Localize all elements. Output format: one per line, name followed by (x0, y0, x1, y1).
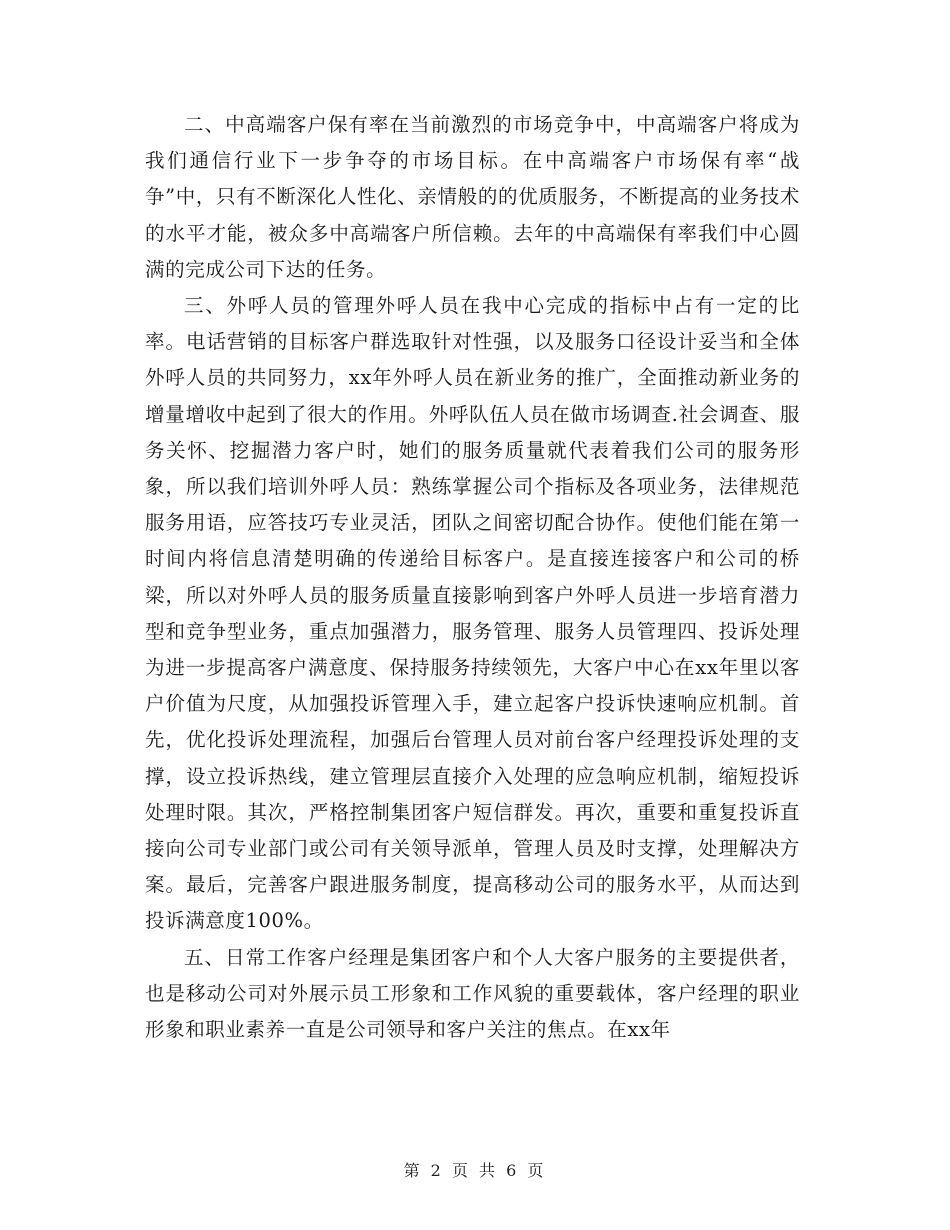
paragraph-daily-work: 五、日常工作客户经理是集团客户和个人大客户服务的主要提供者，也是移动公司对外展示员工形象和工作风貌的重要载体，客户经理的职业形象和职业素养一直是公司领导和客户关注的焦点。在xx年 (145, 945, 800, 1042)
paragraph-outbound-staff: 三、外呼人员的管理外呼人员在我中心完成的指标中占有一定的比率。电话营销的目标客户群选取针对性强，以及服务口径设计妥当和全体外呼人员的共同努力，xx年外呼人员在新业务的推广，全面推动新业务的增量增收中起到了很大的作用。外呼队伍人员在做市场调查.社会调查、服务关怀、挖掘潜力客户时，她们的服务质量就代表着我们公司的服务形象，所以我们培训外呼人员：熟练掌握公司个指标及各项业务，法律规范服务用语，应答技巧专业灵活，团队之间密切配合协作。使他们能在第一时间内将信息清楚明确的传递给目标客户。是直接连接客户和公司的桥梁，所以对外呼人员的服务质量直接影响到客户外呼人员进一步培育潜力型和竞争型业务，重点加强潜力，服务管理、服务人员管理四、投诉处理为进一步提高客户满意度、保持服务持续领先，大客户中心在xx年里以客户价值为尺度，从加强投诉管理入手，建立起客户投诉快速响应机制。首先，优化投诉处理流程，加强后台管理人员对前台客户经理投诉处理的支撑，设立投诉热线，建立管理层直接介入处理的应急响应机制，缩短投诉处理时限。其次，严格控制集团客户短信群发。再次，重要和重复投诉直接向公司专业部门或公司有关领导派单，管理人员及时支撑，处理解决方案。最后，完善客户跟进服务制度，提高移动公司的服务水平，从而达到投诉满意度100%。 (145, 294, 800, 933)
paragraph-retention: 二、中高端客户保有率在当前激烈的市场竞争中，中高端客户将成为我们通信行业下一步争夺的市场目标。在中高端客户市场保有率“战争”中，只有不断深化人性化、亲情般的的优质服务，不断提高的业务技术的水平才能，被众多中高端客户所信赖。去年的中高端保有率我们中心圆满的完成公司下达的任务。 (145, 113, 800, 281)
document-body (145, 107, 800, 1048)
page-footer: 第 2 页 共 6 页 (403, 1161, 547, 1180)
